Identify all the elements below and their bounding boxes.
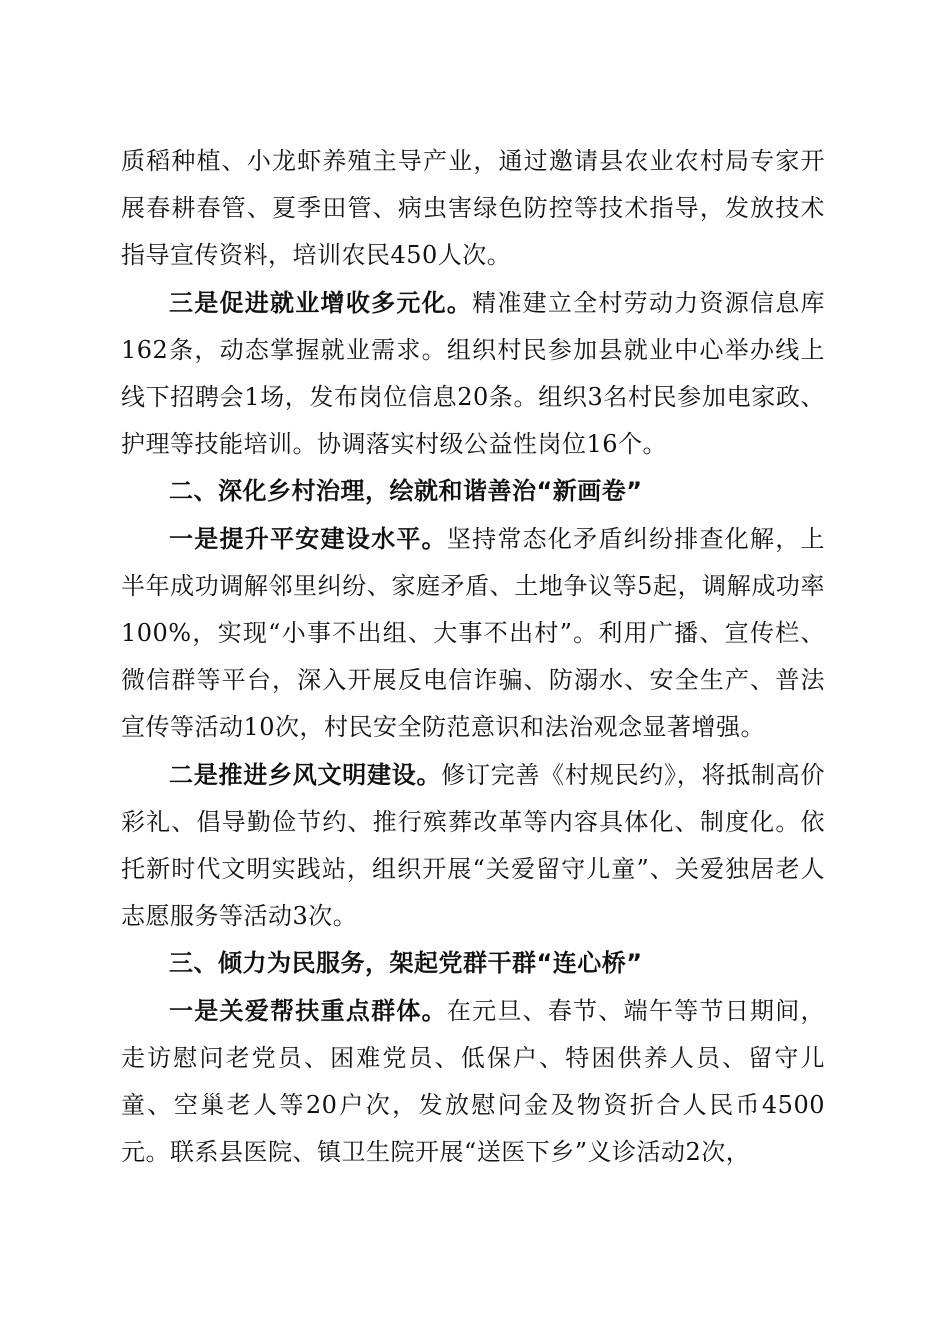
section-heading-service: [121, 940, 825, 987]
paragraph-text: 精准建立全村劳动力资源信息库162条，动态掌握就业需求。组织村民参加县就业中心举办线上线下招聘会1场，发布岗位信息20条。组织3名村民参加电家政、护理等技能培训。协调落实村级公益性岗位16个。: [121, 288, 826, 459]
paragraph-employment: [121, 280, 825, 469]
paragraph-lead: 一是提升平安建设水平。: [169, 524, 447, 553]
heading-text: 二、深化乡村治理，绘就和谐善治“新画卷”: [169, 477, 643, 506]
paragraph-continued: [121, 138, 825, 280]
paragraph-safety: [121, 516, 825, 752]
paragraph-care: [121, 988, 825, 1177]
heading-text: 三、倾力为民服务，架起党群干群“连心桥”: [169, 949, 643, 978]
paragraph-text: 坚持常态化矛盾纠纷排查化解，上半年成功调解邻里纠纷、家庭矛盾、土地争议等5起，调解成功率100%，实现“小事不出组、大事不出村”。利用广播、宣传栏、微信群等平台，深入开展反电信诈骗、防溺水、安全生产、普法宣传等活动10次，村民安全防范意识和法治观念显著增强。: [121, 524, 825, 742]
section-heading-governance: [121, 468, 825, 515]
document-body: [121, 138, 825, 1176]
paragraph-lead: 二是推进乡风文明建设。: [169, 760, 442, 789]
paragraph-lead: 三是促进就业增收多元化。: [169, 288, 473, 317]
paragraph-text: 在元旦、春节、端午等节日期间，走访慰问老党员、困难党员、低保户、特困供养人员、留守儿童、空巢老人等20户次，发放慰问金及物资折合人民币4500元。联系县医院、镇卫生院开展“送医下乡”义诊活动2次，: [121, 996, 825, 1167]
paragraph-civility: [121, 752, 825, 941]
paragraph-lead: 一是关爱帮扶重点群体。: [169, 996, 447, 1025]
paragraph-text: 修订完善《村规民约》，将抵制高价彩礼、倡导勤俭节约、推行殡葬改革等内容具体化、制度化。依托新时代文明实践站，组织开展“关爱留守儿童”、关爱独居老人志愿服务等活动3次。: [121, 760, 825, 931]
paragraph-text: 质稻种植、小龙虾养殖主导产业，通过邀请县农业农村局专家开展春耕春管、夏季田管、病虫害绿色防控等技术指导，发放技术指导宣传资料，培训农民450人次。: [121, 147, 825, 270]
